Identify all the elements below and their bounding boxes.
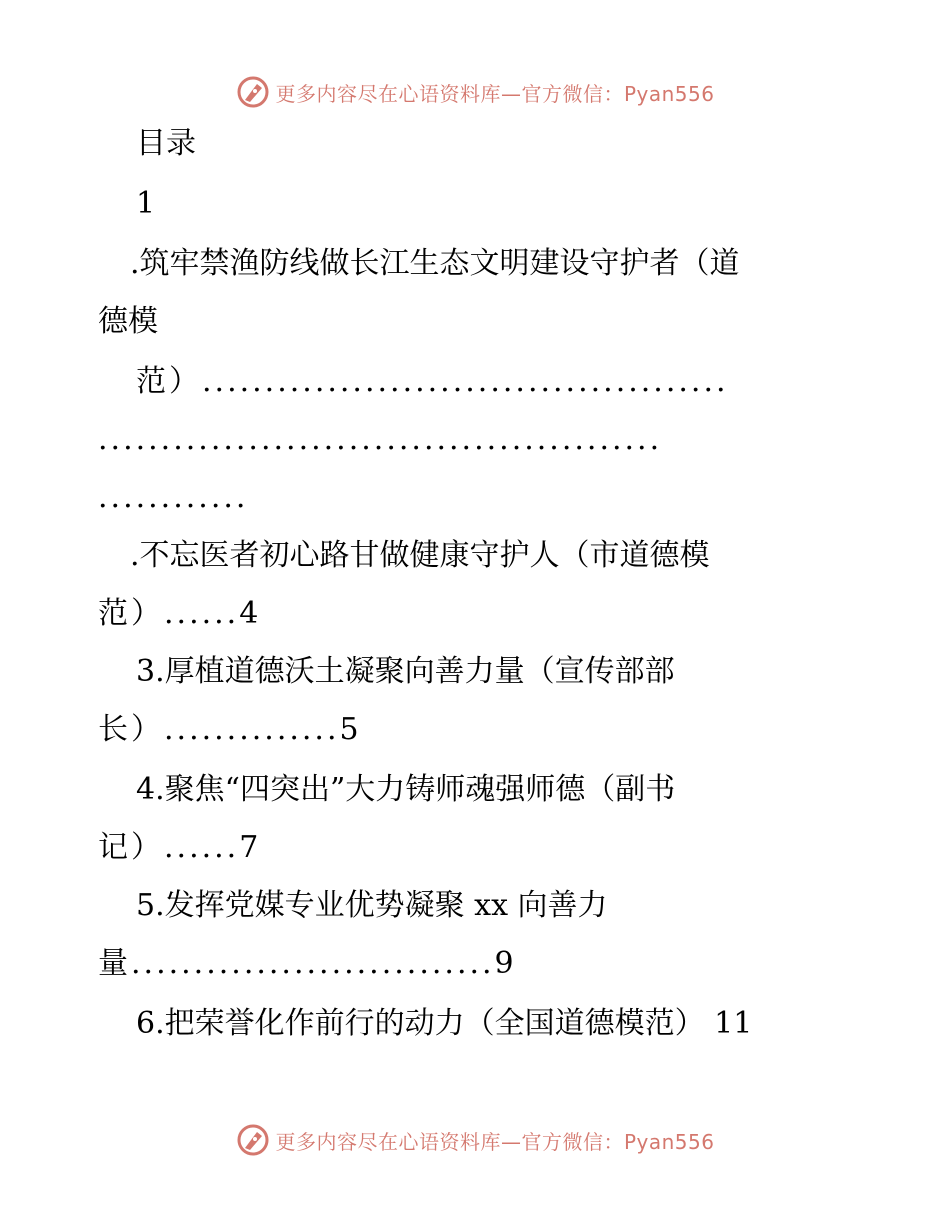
toc-line: 4.聚焦“四突出”大力铸师魂强师德（副书	[136, 772, 676, 807]
pen-nib-logo-icon	[235, 74, 271, 110]
toc-line: 范）..........................................	[136, 364, 729, 399]
toc-line: 6.把荣誉化作前行的动力（全国道德模范） 11	[136, 1006, 753, 1041]
toc-line: 长）..............5	[98, 712, 362, 747]
watermark-text: 更多内容尽在心语资料库—官方微信：Pyan556	[275, 1129, 715, 1154]
watermark-footer	[0, 1120, 950, 1160]
toc-line: 记）......7	[98, 830, 262, 865]
toc-line: 范）......4	[98, 596, 262, 631]
watermark-header	[0, 72, 950, 112]
toc-line: .筑牢禁渔防线做长江生态文明建设守护者（道	[130, 246, 740, 281]
toc-line: 德模	[98, 304, 158, 339]
toc-heading: 目录	[136, 126, 196, 161]
toc-line: .............................................	[98, 422, 663, 457]
toc-line: 量.............................9	[98, 946, 517, 981]
toc-line: .不忘医者初心路甘做健康守护人（市道德模	[130, 538, 710, 573]
toc-line: 1	[136, 186, 156, 221]
toc-line: 3.厚植道德沃土凝聚向善力量（宣传部部	[136, 654, 675, 689]
toc-line: ............	[98, 480, 249, 515]
pen-nib-logo-icon	[235, 1122, 271, 1158]
toc-line: 5.发挥党媒专业优势凝聚 xx 向善力	[136, 888, 608, 923]
watermark-text: 更多内容尽在心语资料库—官方微信：Pyan556	[275, 81, 715, 106]
